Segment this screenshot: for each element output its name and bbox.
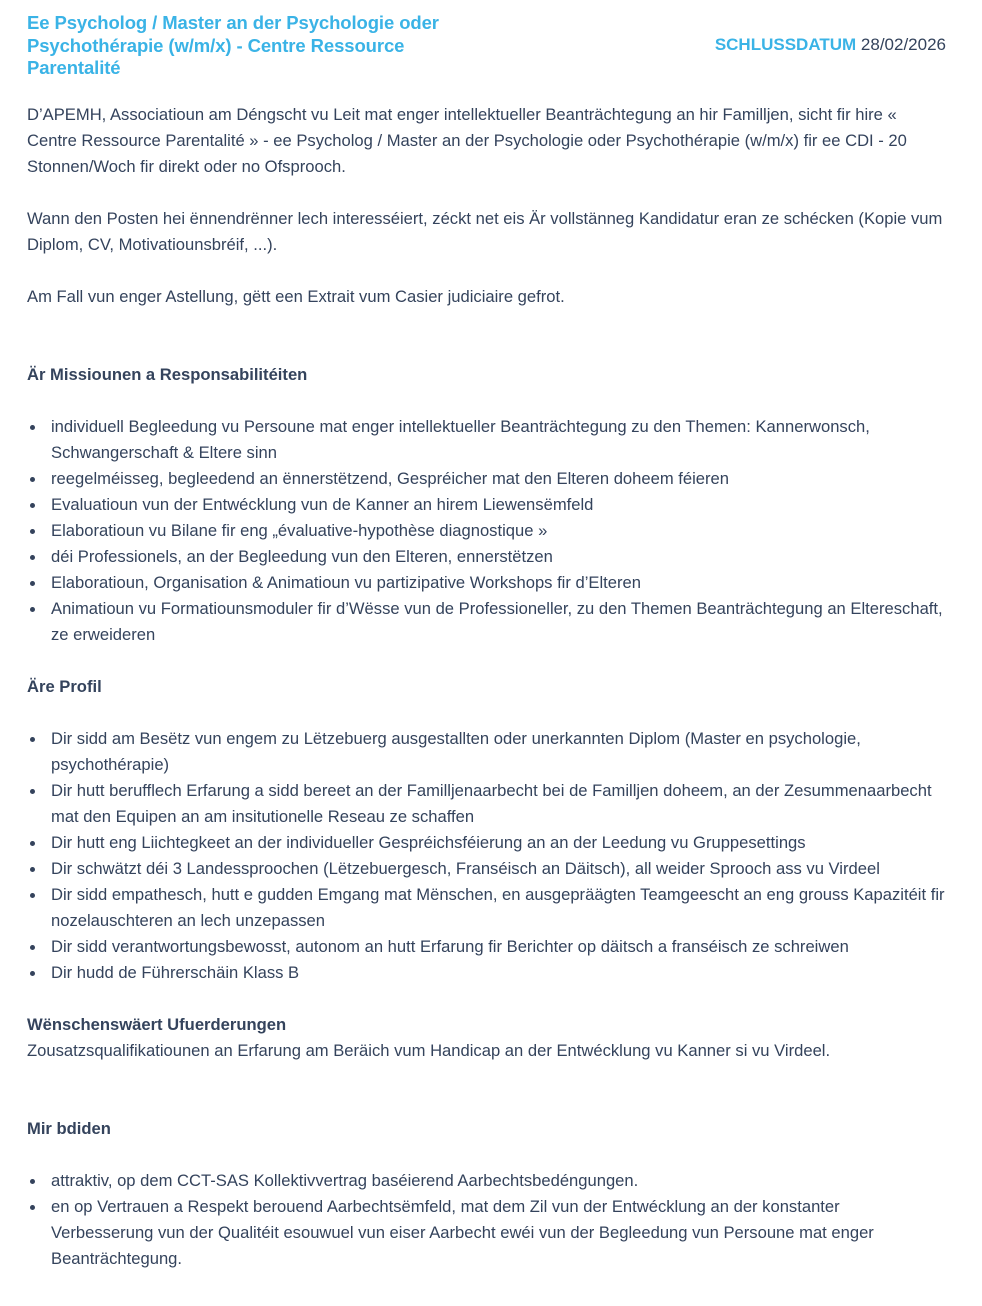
list-item bbox=[51, 466, 946, 492]
deadline-value: 28/02/2026 bbox=[860, 35, 946, 54]
job-description bbox=[27, 102, 946, 1272]
bullet-icon bbox=[30, 425, 35, 430]
list-item-text: individuell Begleedung vu Persoune mat enger intellektueller Beanträchtegung zu den Themen: Kannerwonsch, Schwangerschaft & Eltere sinn bbox=[51, 416, 870, 462]
list-item-text: reegelméisseg, begleedend an ënnerstëtzend, Gespréicher mat den Elteren doheem féieren bbox=[51, 468, 730, 488]
bullet-icon bbox=[30, 503, 35, 508]
bullet-icon bbox=[30, 893, 35, 898]
list-item-text: Dir sidd verantwortungsbewosst, autonom an hutt Erfarung fir Berichter op däitsch a franséisch ze schreiwen bbox=[51, 936, 849, 956]
bullet-icon bbox=[30, 529, 35, 534]
list-item bbox=[51, 544, 946, 570]
list-item bbox=[51, 960, 946, 986]
bullet-icon bbox=[30, 867, 35, 872]
list-item bbox=[51, 492, 946, 518]
offer-heading: Mir bdiden bbox=[27, 1118, 111, 1138]
intro-paragraph: Am Fall vun enger Astellung, gëtt een Extrait vum Casier judiciaire gefrot. bbox=[27, 286, 565, 306]
bullet-icon bbox=[30, 1179, 35, 1184]
list-item bbox=[51, 778, 946, 830]
list-item-text: déi Professionels, an der Begleedung vun den Elteren, ennerstëtzen bbox=[51, 546, 553, 566]
bullet-icon bbox=[30, 945, 35, 950]
list-item-text: Animatioun vu Formatiounsmoduler fir d’Wësse vun de Professioneller, zu den Themen Beanträchtegung an Eltereschaft, ze erweideren bbox=[51, 598, 943, 644]
list-item-text: Elaboratioun, Organisation & Animatioun vu partizipative Workshops fir d’Elteren bbox=[51, 572, 642, 592]
list-item bbox=[51, 596, 946, 648]
list-item-text: Evaluatioun vun der Entwécklung vun de Kanner an hirem Liewensëmfeld bbox=[51, 494, 594, 514]
list-item-text: Dir hutt berufflech Erfarung a sidd bereet an der Familljenaarbecht bei de Familljen doheem, an der Zesummenaarbecht mat den Equipen an am insitutionelle Reseau ze schaffen bbox=[51, 780, 932, 826]
deadline bbox=[715, 34, 946, 56]
missions-heading: Är Missiounen a Responsabilitéiten bbox=[27, 364, 308, 384]
intro-paragraph: Wann den Posten hei ënnendrënner lech interesséiert, zéckt net eis Är vollstänneg Kandidatur eran ze schécken (Kopie vum Diplom, CV, Motivatiounsbréif, ...). bbox=[27, 208, 943, 254]
desirable-heading: Wënschenswäert Ufuerderungen bbox=[27, 1014, 287, 1034]
list-item-text: Dir sidd am Besëtz vun engem zu Lëtzebuerg ausgestallten oder unerkannten Diplom (Master en psychologie, psychothérapie) bbox=[51, 728, 861, 774]
bullet-icon bbox=[30, 789, 35, 794]
list-item bbox=[51, 830, 946, 856]
bullet-icon bbox=[30, 737, 35, 742]
deadline-label: SCHLUSSDATUM bbox=[714, 35, 857, 54]
list-item-text: en op Vertrauen a Respekt berouend Aarbechtsëmfeld, mat dem Zil vun der Entwécklung an der konstanter Verbesserung vun der Qualitéit esouwuel vun eiser Aarbecht ewéi vun der Begleedung vun Persoune mat enger Beanträchtegung. bbox=[51, 1196, 874, 1268]
list-item-text: Dir sidd empathesch, hutt e gudden Emgang mat Mënschen, en ausgepräägten Teamgeescht an eng grouss Kapazitéit fir nozelauschteren an lech unzepassen bbox=[51, 884, 945, 930]
profile-list bbox=[27, 726, 946, 986]
list-item-text: Dir hudd de Führerschäin Klass B bbox=[51, 962, 300, 982]
offer-list bbox=[27, 1168, 946, 1272]
desirable-text: Zousatzsqualifikatiounen an Erfarung am Beräich vum Handicap an der Entwécklung vu Kanner si vu Virdeel. bbox=[27, 1040, 831, 1060]
list-item bbox=[51, 414, 946, 466]
missions-list bbox=[27, 414, 946, 648]
list-item-text: Dir schwätzt déi 3 Landessproochen (Lëtzebuergesch, Franséisch an Däitsch), all weider Sprooch ass vu Virdeel bbox=[51, 858, 880, 878]
list-item bbox=[51, 882, 946, 934]
list-item-text: Dir hutt eng Liichtegkeet an der individueller Gespréichsféierung an an der Leedung vu Gruppesettings bbox=[51, 832, 806, 852]
bullet-icon bbox=[30, 555, 35, 560]
list-item bbox=[51, 518, 946, 544]
list-item-text: attraktiv, op dem CCT-SAS Kollektivvertrag baséierend Aarbechtsbedéngungen. bbox=[51, 1170, 639, 1190]
list-item bbox=[51, 570, 946, 596]
list-item bbox=[51, 1168, 946, 1194]
job-header bbox=[27, 12, 946, 80]
bullet-icon bbox=[30, 607, 35, 612]
list-item bbox=[51, 934, 946, 960]
bullet-icon bbox=[30, 971, 35, 976]
bullet-icon bbox=[30, 581, 35, 586]
bullet-icon bbox=[30, 1205, 35, 1210]
job-title: Ee Psycholog / Master an der Psychologie oder Psychothérapie (w/m/x) - Centre Ressource Parentalité bbox=[27, 12, 439, 78]
bullet-icon bbox=[30, 477, 35, 482]
list-item bbox=[51, 856, 946, 882]
bullet-icon bbox=[30, 841, 35, 846]
intro-paragraph: D’APEMH, Associatioun am Déngscht vu Leit mat enger intellektueller Beanträchtegung an hir Familljen, sicht fir hire « Centre Ressource Parentalité » - ee Psycholog / Master an der Psychologie oder Psychothérapie (w/m/x) fir ee CDI - 20 Stonnen/Woch fir direkt oder no Ofsprooch. bbox=[27, 104, 907, 176]
profile-heading: Äre Profil bbox=[27, 676, 102, 696]
list-item bbox=[51, 726, 946, 778]
list-item-text: Elaboratioun vu Bilane fir eng „évaluative-hypothèse diagnostique » bbox=[51, 520, 548, 540]
list-item bbox=[51, 1194, 946, 1272]
